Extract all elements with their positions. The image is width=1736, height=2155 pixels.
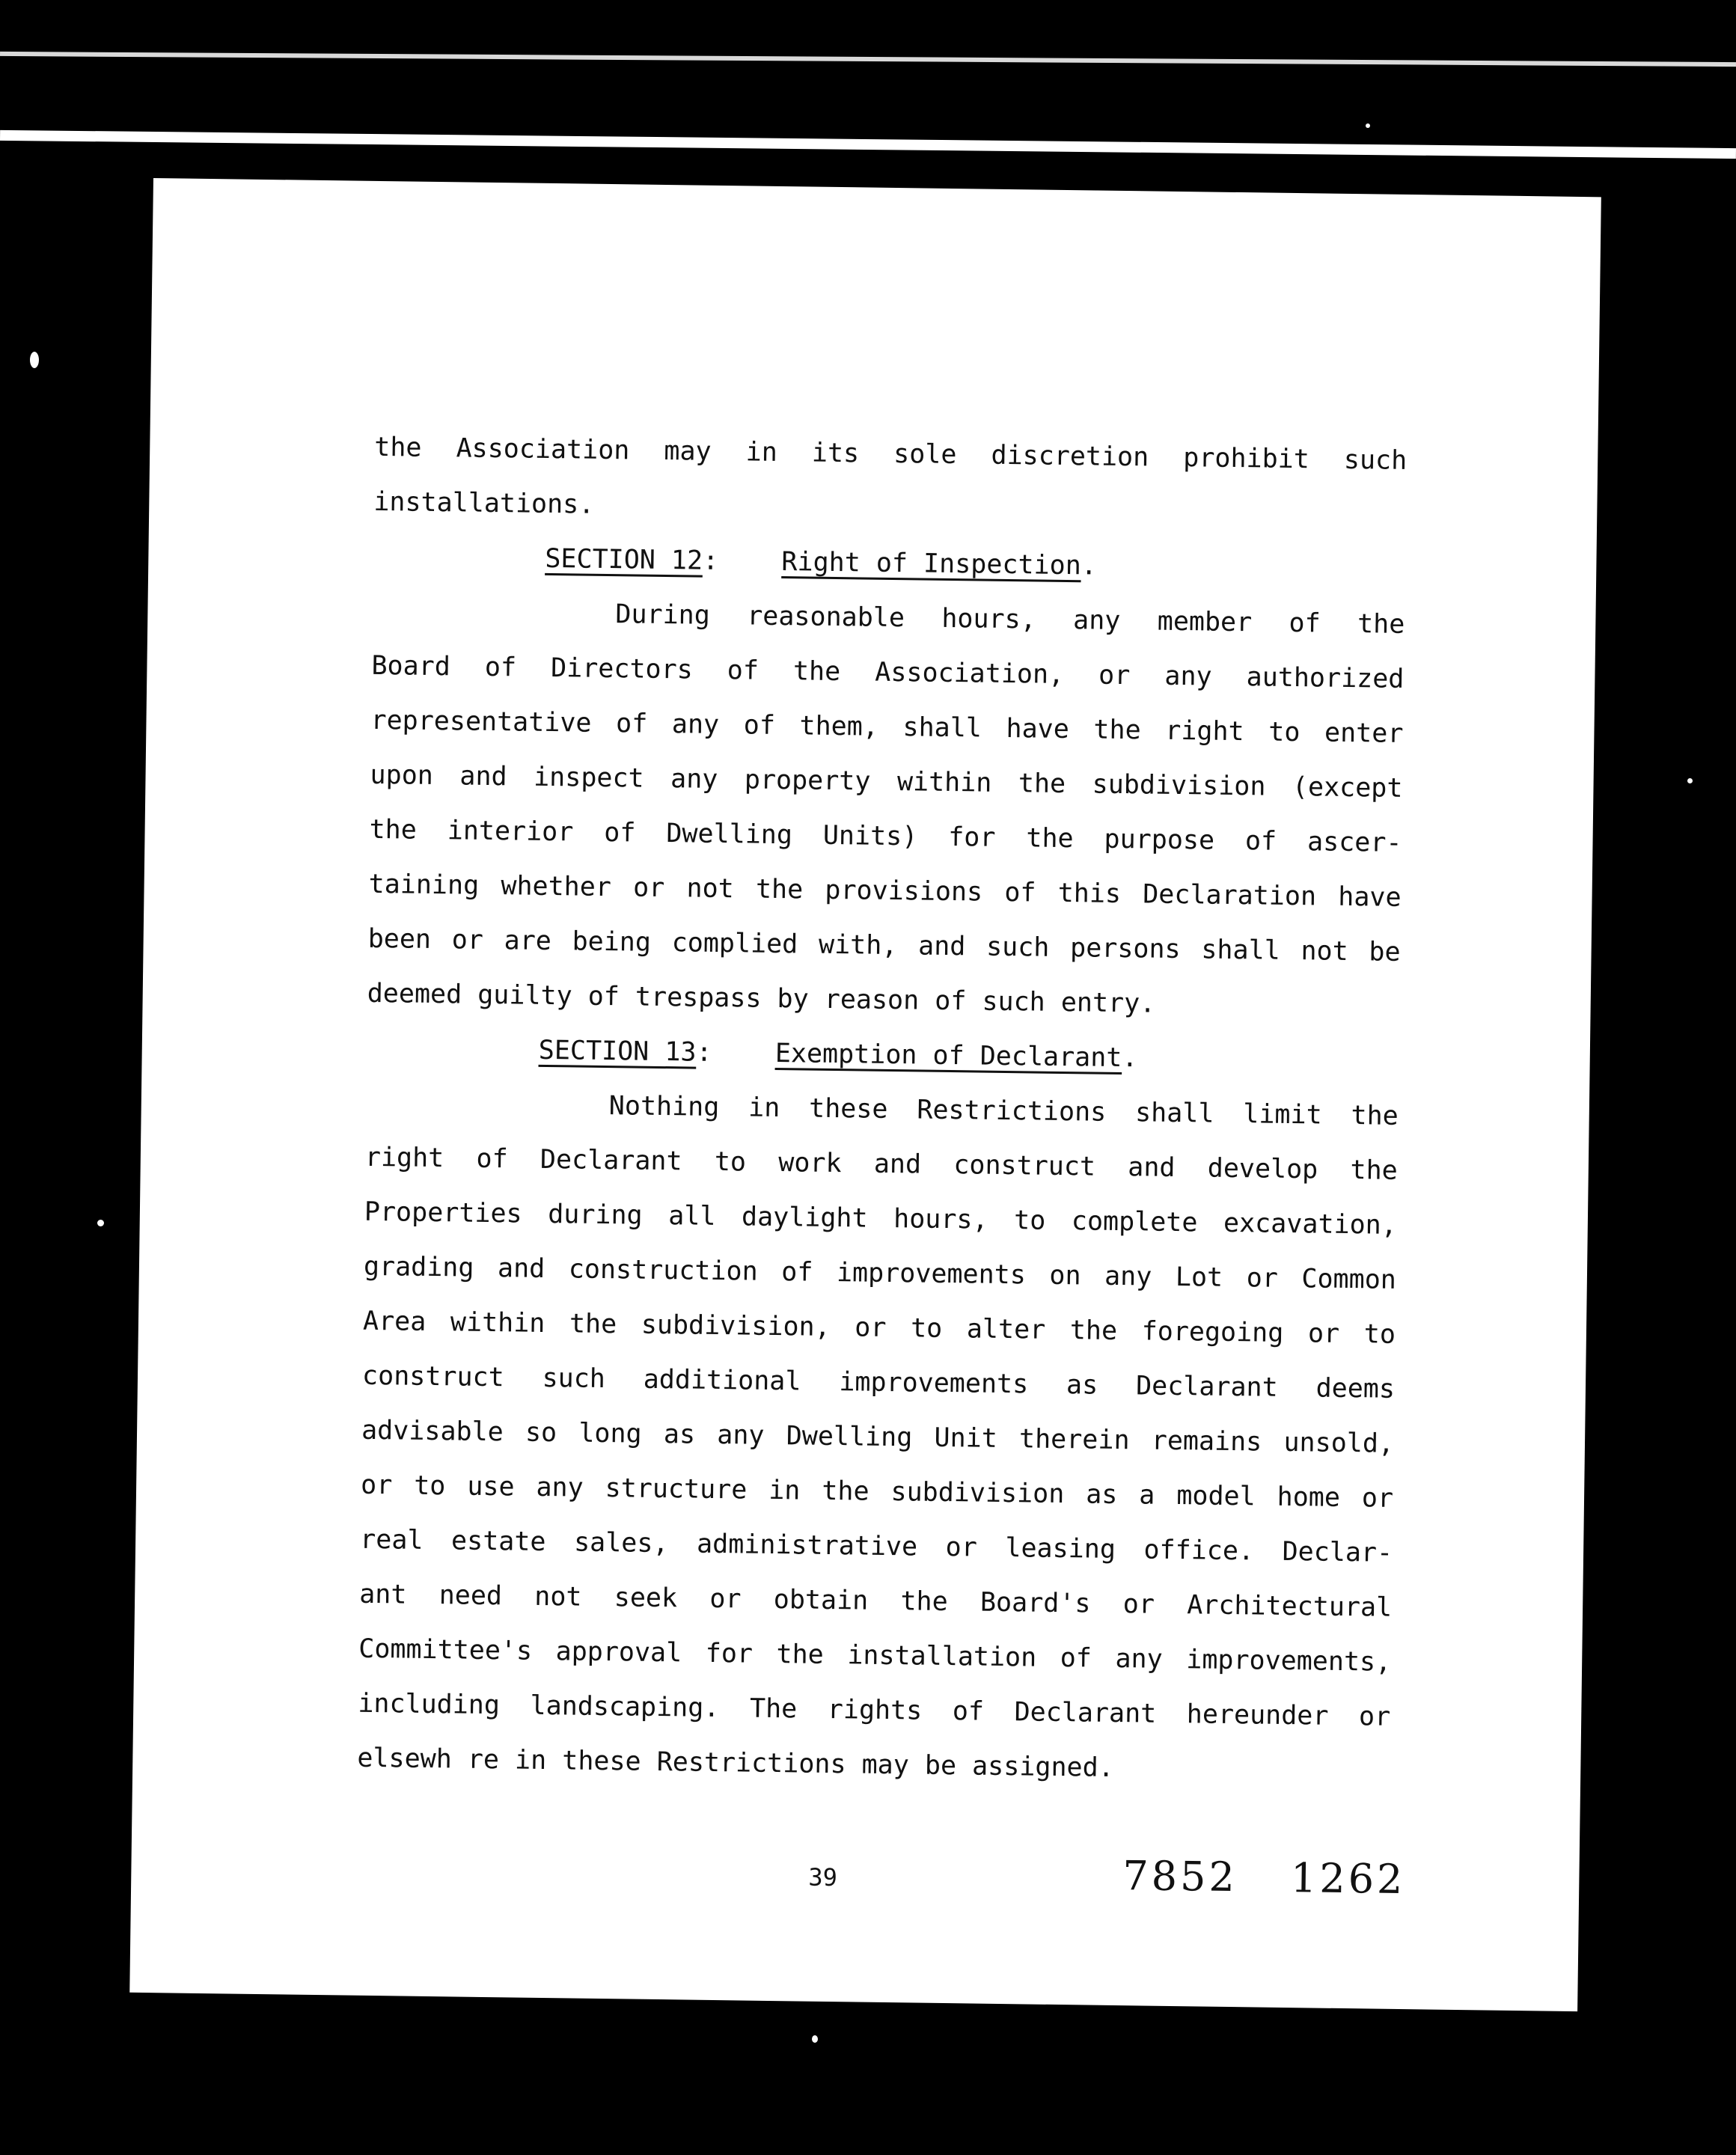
- scan-speck: [30, 352, 39, 368]
- body-line: Nothing in these Restrictions shall limit the: [608, 1091, 1399, 1131]
- scan-streak: [0, 130, 1736, 159]
- body-line: the interior of Dwelling Units) for the purpose of ascer-: [369, 814, 1402, 858]
- section-13-colon: :: [696, 1037, 712, 1068]
- document-page: [129, 178, 1601, 2011]
- body-line: Committee's approval for the installation of any improvements,: [358, 1633, 1392, 1678]
- body-line: including landscaping. The rights of Declarant hereunder or: [358, 1688, 1391, 1732]
- document-body: [357, 421, 1408, 1800]
- body-line: grading and construction of improvements on any Lot or Common: [363, 1251, 1397, 1295]
- scan-speck: [97, 1220, 104, 1226]
- body-line: deemed guilty of trespass by reason of such entry.: [367, 978, 1156, 1019]
- body-line: or to use any structure in the subdivision as a model home or: [360, 1470, 1394, 1514]
- section-13-period: .: [1122, 1043, 1138, 1074]
- section-12-title: Right of Inspection: [781, 547, 1082, 581]
- section-13-title: Exemption of Declarant: [774, 1038, 1122, 1074]
- body-line: installations.: [373, 486, 595, 520]
- body-line: advisable so long as any Dwelling Unit therein remains unsold,: [361, 1415, 1395, 1459]
- body-line: taining whether or not the provisions of this Declaration have: [368, 869, 1402, 913]
- body-line: right of Declarant to work and construct and develop the: [364, 1142, 1399, 1186]
- recording-stamp: 7852 1262: [1122, 1852, 1406, 1904]
- body-line: construct such additional improvements as Declarant deems: [361, 1360, 1396, 1404]
- body-line: the Association may in its sole discretion prohibit such: [374, 432, 1408, 476]
- scan-speck: [1366, 123, 1370, 128]
- section-13-number: SECTION 13: [538, 1035, 697, 1068]
- body-line: Area within the subdivision, or to alter the foregoing or to: [362, 1306, 1396, 1350]
- scan-speck: [812, 2035, 818, 2043]
- page-number: 39: [808, 1862, 838, 1892]
- body-line: real estate sales, administrative or leasing office. Declar-: [359, 1524, 1393, 1568]
- scan-speck: [1687, 778, 1693, 783]
- body-line: Properties during all daylight hours, to complete excavation,: [364, 1196, 1398, 1241]
- section-12-colon: :: [702, 545, 719, 576]
- body-line: elsewh re in these Restrictions may be assigned.: [357, 1743, 1115, 1783]
- body-line: upon and inspect any property within the subdivision (except: [370, 759, 1403, 804]
- scan-streak: [0, 52, 1736, 67]
- section-12-period: .: [1081, 551, 1098, 581]
- body-line: representative of any of them, shall have the right to enter: [370, 705, 1404, 749]
- body-line: During reasonable hours, any member of the: [615, 599, 1405, 640]
- section-12-number: SECTION 12: [545, 543, 703, 576]
- body-line: ant need not seek or obtain the Board's or Architectural: [358, 1579, 1393, 1623]
- body-line: Board of Directors of the Association, or any authorized: [371, 650, 1405, 694]
- body-line: been or are being complied with, and such persons shall not be: [367, 923, 1401, 968]
